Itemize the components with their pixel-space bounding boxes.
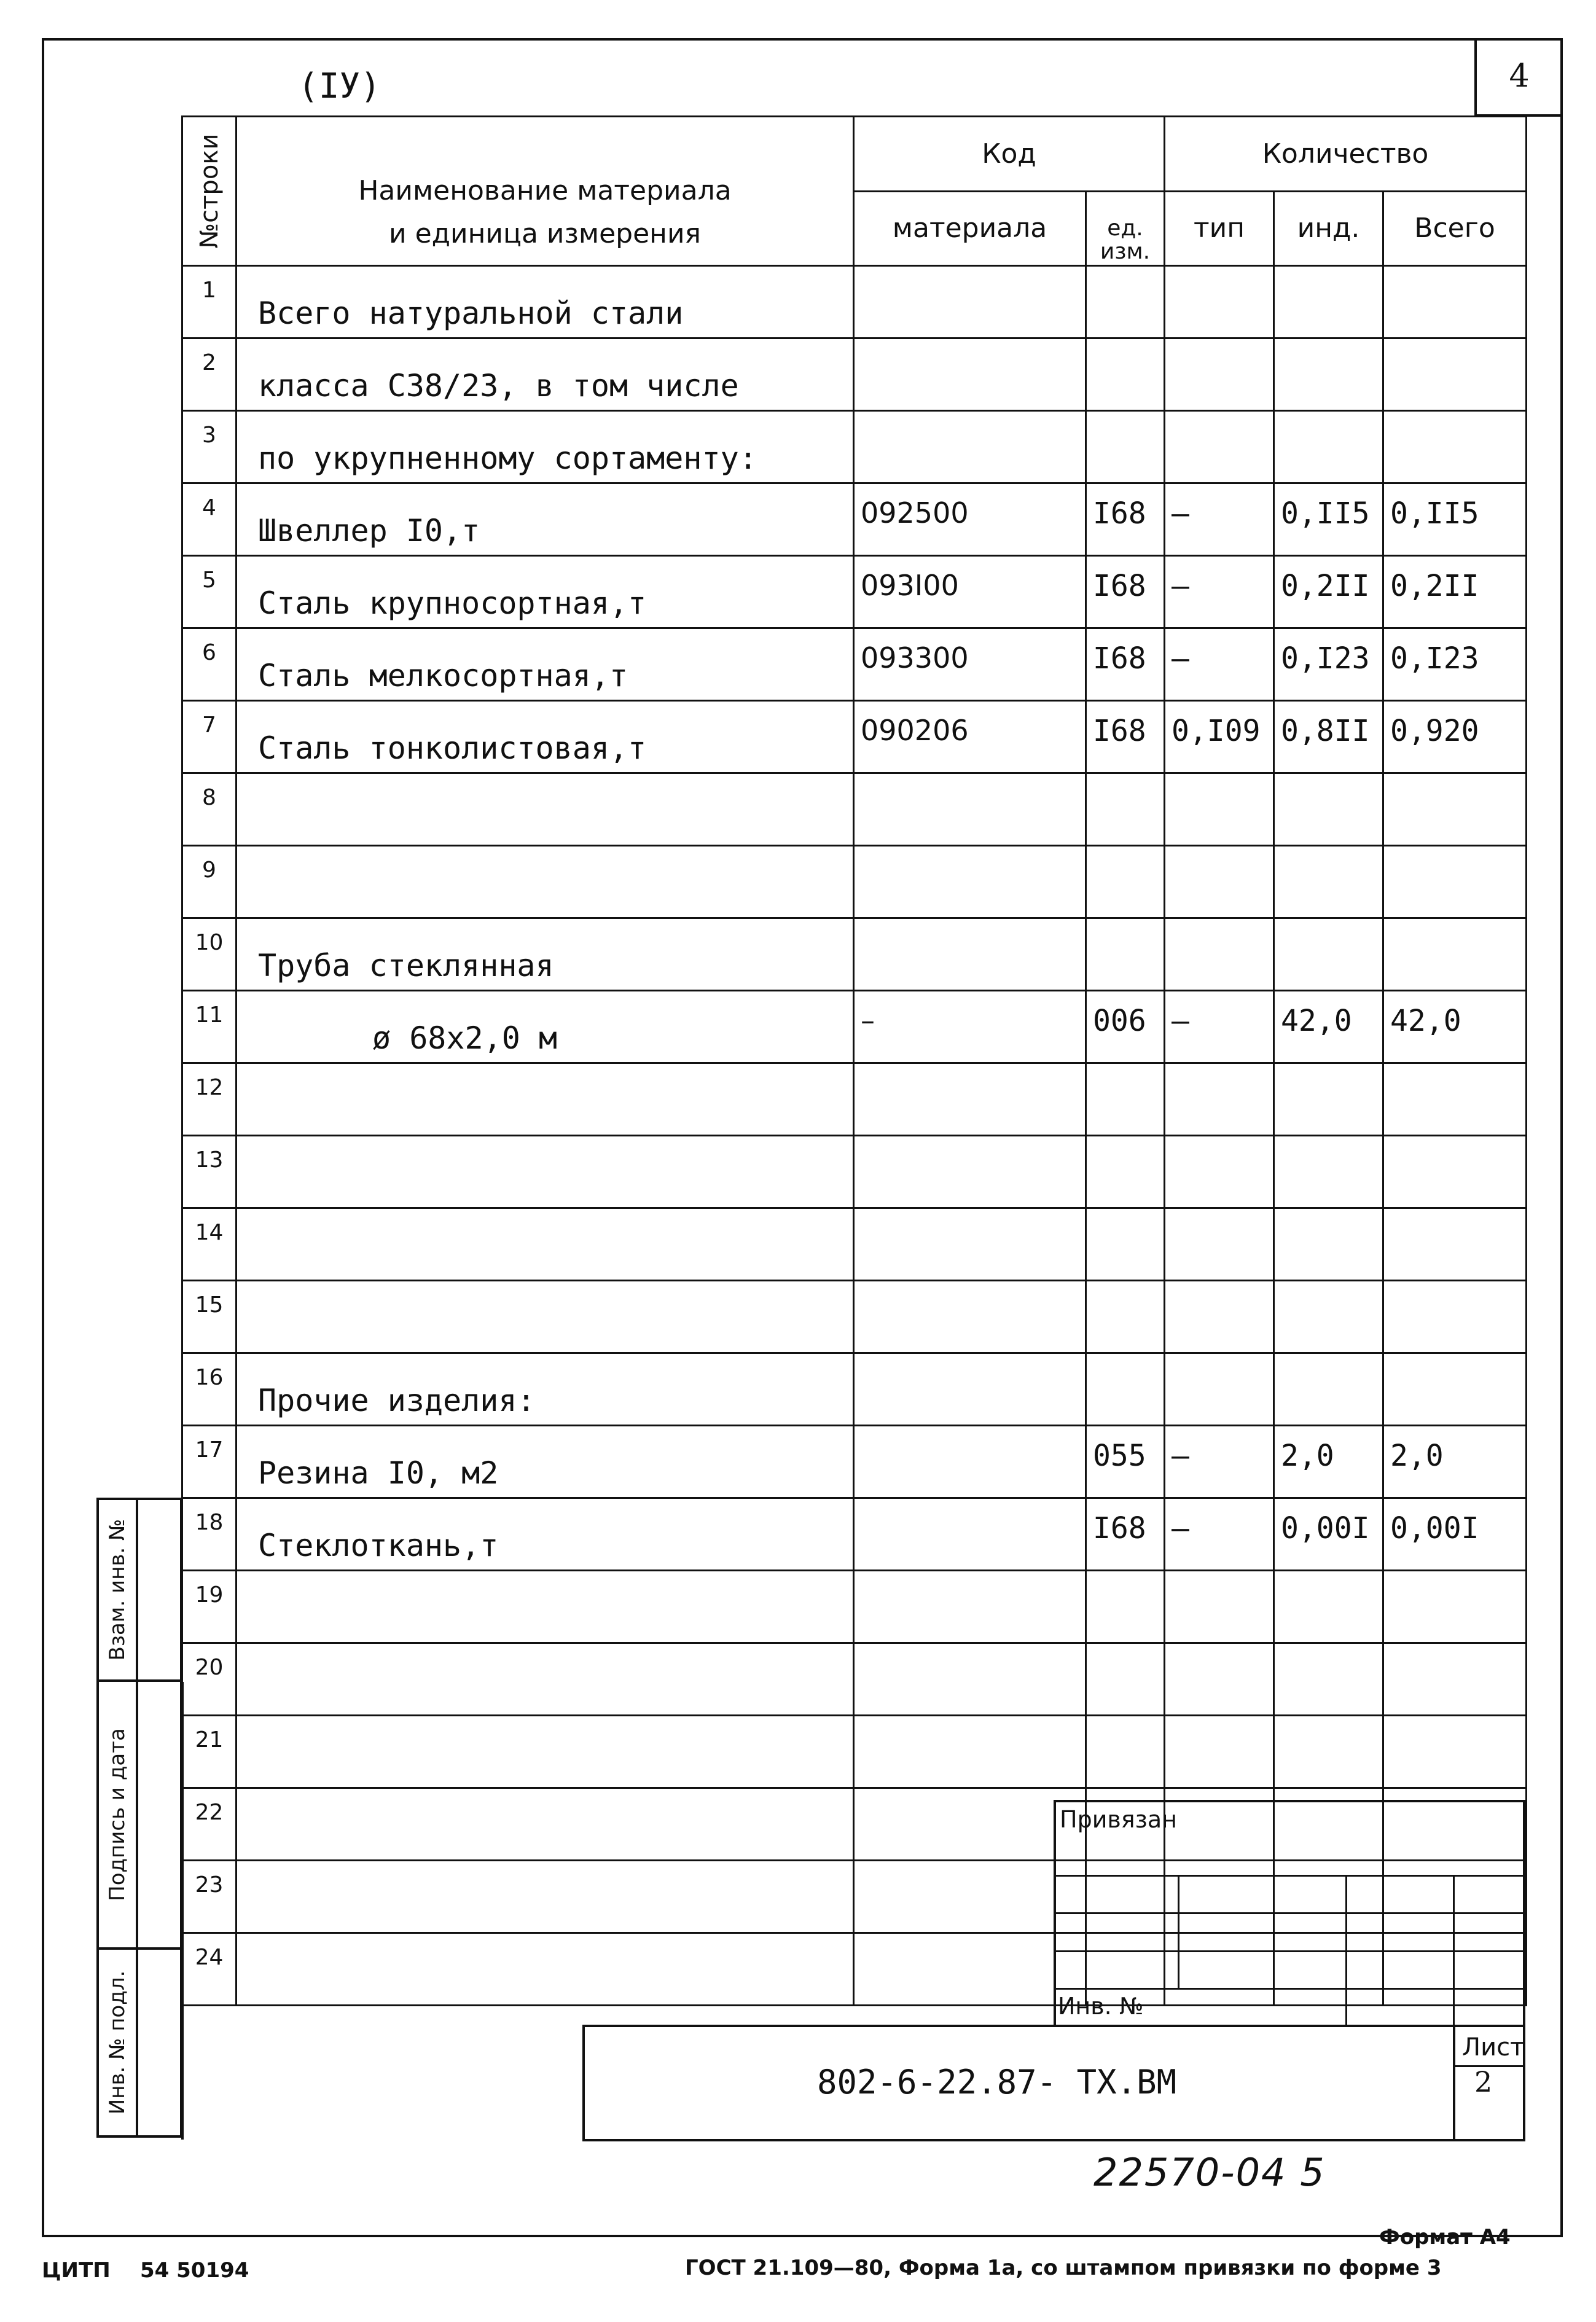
qty-total: 2,0: [1383, 1426, 1527, 1498]
sheet-number: 4: [1509, 58, 1530, 95]
qty-ind: [1274, 1281, 1383, 1353]
table-row: [182, 266, 1527, 338]
qty-ind: 0,II5: [1274, 483, 1383, 556]
material-code: [854, 1136, 1086, 1208]
row-number: 23: [182, 1861, 237, 1933]
table-row: [182, 1643, 1527, 1716]
qty-ind: 0,00I: [1274, 1498, 1383, 1571]
qty-ind: [1274, 1208, 1383, 1281]
sheet-number-box: [1474, 38, 1562, 117]
material-code: [854, 1716, 1086, 1788]
header-qty-ind: инд.: [1274, 191, 1383, 266]
side-label-podpis: Подпись и дата: [105, 1728, 130, 1901]
qty-type: –: [1165, 1426, 1274, 1498]
material-code: [854, 338, 1086, 411]
sheet-label: Лист: [1462, 2033, 1525, 2062]
table-row: [182, 1353, 1527, 1426]
material-name: [237, 1208, 854, 1281]
material-code: [854, 1788, 1086, 1861]
unit-code: [1086, 1716, 1165, 1788]
qty-total: [1383, 1136, 1527, 1208]
row-number: 2: [182, 338, 237, 411]
material-name: Резина I0, м2: [237, 1426, 854, 1498]
qty-total: 0,2II: [1383, 556, 1527, 628]
material-name: Сталь тонколистовая,т: [237, 701, 854, 773]
series-label: (IУ): [298, 66, 381, 106]
qty-type: [1165, 1571, 1274, 1643]
qty-total: 0,I23: [1383, 628, 1527, 701]
material-name: [237, 1063, 854, 1136]
table-row: [182, 991, 1527, 1063]
row-number: 12: [182, 1063, 237, 1136]
footer-order: 54 50194: [140, 2258, 249, 2283]
qty-type: [1165, 773, 1274, 846]
material-name: класса С38/23, в том числе: [237, 338, 854, 411]
table-row: [182, 1136, 1527, 1208]
table-row: [182, 628, 1527, 701]
material-code: [854, 1063, 1086, 1136]
qty-type: [1165, 411, 1274, 483]
table-row: [182, 1281, 1527, 1353]
stamp-privyazan: Привязан: [1060, 1806, 1177, 1833]
qty-total: [1383, 918, 1527, 991]
row-number: 4: [182, 483, 237, 556]
qty-type: [1165, 338, 1274, 411]
material-code: 092500: [854, 483, 1086, 556]
table-row: [182, 1063, 1527, 1136]
format-label: Формат А4: [1379, 2225, 1511, 2250]
unit-code: 006: [1086, 991, 1165, 1063]
table-row: [182, 338, 1527, 411]
table-row: [182, 1571, 1527, 1643]
qty-ind: [1274, 773, 1383, 846]
row-number: 5: [182, 556, 237, 628]
qty-type: –: [1165, 991, 1274, 1063]
material-code: [854, 1353, 1086, 1426]
material-code: [854, 1933, 1086, 2006]
qty-type: –: [1165, 483, 1274, 556]
qty-ind: [1274, 1571, 1383, 1643]
qty-type: –: [1165, 628, 1274, 701]
qty-total: [1383, 773, 1527, 846]
material-code: –: [854, 991, 1086, 1063]
row-number: 20: [182, 1643, 237, 1716]
row-number: 21: [182, 1716, 237, 1788]
qty-total: [1383, 1571, 1527, 1643]
qty-ind: [1274, 1353, 1383, 1426]
qty-ind: 0,8II: [1274, 701, 1383, 773]
header-qty-total: Всего: [1383, 191, 1527, 266]
qty-total: [1383, 411, 1527, 483]
material-code: [854, 1498, 1086, 1571]
side-block-vzam: [96, 1498, 182, 1682]
material-code: [854, 846, 1086, 918]
material-name: [237, 1933, 854, 2006]
side-label-inv-podl: Инв. № подл.: [105, 1970, 130, 2115]
row-number: 10: [182, 918, 237, 991]
table-row: [182, 1716, 1527, 1788]
row-number: 1: [182, 266, 237, 338]
material-code: 090206: [854, 701, 1086, 773]
row-number: 17: [182, 1426, 237, 1498]
row-number: 15: [182, 1281, 237, 1353]
qty-total: [1383, 1716, 1527, 1788]
material-name: ø 68x2,0 м: [237, 991, 854, 1063]
header-code-unit: ед. изм.: [1086, 191, 1165, 266]
material-name: Швеллер I0,т: [237, 483, 854, 556]
table-row: [182, 1208, 1527, 1281]
material-name: Всего натуральной стали: [237, 266, 854, 338]
qty-ind: [1274, 411, 1383, 483]
table-row: [182, 556, 1527, 628]
material-name: [237, 846, 854, 918]
unit-code: I68: [1086, 1498, 1165, 1571]
material-code: [854, 1208, 1086, 1281]
side-block-inv-podl: [96, 1947, 182, 2138]
header-qty-type: тип: [1165, 191, 1274, 266]
qty-ind: [1274, 338, 1383, 411]
header-material-name: Наименование материала и единица измерения: [237, 117, 854, 266]
qty-type: [1165, 1136, 1274, 1208]
row-number: 9: [182, 846, 237, 918]
row-number: 16: [182, 1353, 237, 1426]
unit-code: [1086, 411, 1165, 483]
material-code: [854, 411, 1086, 483]
qty-type: [1165, 266, 1274, 338]
material-name: [237, 773, 854, 846]
side-label-vzam: Взам. инв. №: [105, 1519, 130, 1661]
table-row: [182, 701, 1527, 773]
unit-code: 055: [1086, 1426, 1165, 1498]
qty-type: [1165, 1716, 1274, 1788]
unit-code: [1086, 773, 1165, 846]
materials-table: [181, 115, 1527, 2006]
unit-code: [1086, 266, 1165, 338]
material-code: 093300: [854, 628, 1086, 701]
material-name: по укрупненному сортаменту:: [237, 411, 854, 483]
header-code-material: материала: [854, 191, 1086, 266]
row-number: 19: [182, 1571, 237, 1643]
qty-total: [1383, 338, 1527, 411]
qty-ind: 0,I23: [1274, 628, 1383, 701]
qty-total: 0,00I: [1383, 1498, 1527, 1571]
table-row: [182, 846, 1527, 918]
sheet-value: 2: [1474, 2065, 1493, 2098]
unit-code: [1086, 1063, 1165, 1136]
unit-code: I68: [1086, 701, 1165, 773]
qty-type: [1165, 846, 1274, 918]
unit-code: I68: [1086, 483, 1165, 556]
qty-ind: 42,0: [1274, 991, 1383, 1063]
material-name: [237, 1281, 854, 1353]
header-code: Код: [854, 117, 1165, 192]
stamp-vline-3: [1453, 1875, 1455, 2027]
row-number: 13: [182, 1136, 237, 1208]
row-number: 22: [182, 1788, 237, 1861]
qty-ind: [1274, 1643, 1383, 1716]
unit-code: [1086, 1281, 1165, 1353]
header-row-number: №строки: [182, 117, 237, 266]
material-name: Сталь крупносортная,т: [237, 556, 854, 628]
table-row: [182, 1498, 1527, 1571]
qty-total: [1383, 846, 1527, 918]
row-number: 11: [182, 991, 237, 1063]
qty-ind: [1274, 266, 1383, 338]
unit-code: [1086, 1353, 1165, 1426]
qty-type: –: [1165, 556, 1274, 628]
qty-total: 0,II5: [1383, 483, 1527, 556]
table-row: [182, 411, 1527, 483]
qty-type: [1165, 1353, 1274, 1426]
qty-type: [1165, 1643, 1274, 1716]
material-code: [854, 1643, 1086, 1716]
material-name: [237, 1136, 854, 1208]
qty-total: [1383, 1063, 1527, 1136]
material-code: 093I00: [854, 556, 1086, 628]
handwritten-number: 22570-04 5: [1093, 2150, 1326, 2195]
qty-total: 42,0: [1383, 991, 1527, 1063]
material-code: [854, 1426, 1086, 1498]
material-name: Труба стеклянная: [237, 918, 854, 991]
qty-ind: [1274, 918, 1383, 991]
footer-gost: ГОСТ 21.109—80, Форма 1а, со штампом привязки по форме 3: [685, 2256, 1442, 2280]
material-name: [237, 1716, 854, 1788]
qty-type: 0,I09: [1165, 701, 1274, 773]
material-code: [854, 266, 1086, 338]
footer-cit: ЦИТП: [42, 2258, 111, 2283]
stamp-vline-2: [1345, 1875, 1347, 2027]
qty-total: [1383, 1281, 1527, 1353]
unit-code: [1086, 1571, 1165, 1643]
qty-type: –: [1165, 1498, 1274, 1571]
unit-code: [1086, 1643, 1165, 1716]
unit-code: [1086, 846, 1165, 918]
stamp-inv-no: Инв. №: [1058, 1993, 1144, 2020]
table-row: [182, 773, 1527, 846]
unit-code: I68: [1086, 628, 1165, 701]
material-name: [237, 1571, 854, 1643]
title-sheet-divider: [1453, 2025, 1455, 2141]
table-row: [182, 1426, 1527, 1498]
material-code: [854, 1571, 1086, 1643]
row-number: 24: [182, 1933, 237, 2006]
material-name: Прочие изделия:: [237, 1353, 854, 1426]
material-name: [237, 1861, 854, 1933]
qty-ind: [1274, 1136, 1383, 1208]
header-quantity: Количество: [1165, 117, 1527, 192]
qty-total: 0,920: [1383, 701, 1527, 773]
material-name: Сталь мелкосортная,т: [237, 628, 854, 701]
row-number: 7: [182, 701, 237, 773]
unit-code: [1086, 338, 1165, 411]
qty-type: [1165, 1281, 1274, 1353]
material-name: [237, 1788, 854, 1861]
row-number: 3: [182, 411, 237, 483]
table-row: [182, 483, 1527, 556]
qty-ind: [1274, 1716, 1383, 1788]
table-row: [182, 918, 1527, 991]
unit-code: [1086, 918, 1165, 991]
stamp-vline-1: [1178, 1875, 1179, 1988]
row-number: 18: [182, 1498, 237, 1571]
material-code: [854, 1281, 1086, 1353]
qty-ind: [1274, 1063, 1383, 1136]
qty-type: [1165, 918, 1274, 991]
material-name: Стеклоткань,т: [237, 1498, 854, 1571]
material-code: [854, 1861, 1086, 1933]
row-number: 6: [182, 628, 237, 701]
material-code: [854, 918, 1086, 991]
row-number: 14: [182, 1208, 237, 1281]
document-code: 802-6-22.87- ТХ.ВМ: [817, 2063, 1177, 2101]
material-code: [854, 773, 1086, 846]
qty-total: [1383, 1643, 1527, 1716]
side-block-podpis: [96, 1679, 182, 1950]
unit-code: [1086, 1208, 1165, 1281]
row-number: 8: [182, 773, 237, 846]
qty-type: [1165, 1208, 1274, 1281]
qty-ind: [1274, 846, 1383, 918]
material-name: [237, 1643, 854, 1716]
left-binding-line: [181, 1682, 184, 2140]
qty-total: [1383, 1353, 1527, 1426]
qty-ind: 2,0: [1274, 1426, 1383, 1498]
qty-total: [1383, 1208, 1527, 1281]
qty-total: [1383, 266, 1527, 338]
unit-code: [1086, 1136, 1165, 1208]
unit-code: I68: [1086, 556, 1165, 628]
qty-ind: 0,2II: [1274, 556, 1383, 628]
qty-type: [1165, 1063, 1274, 1136]
